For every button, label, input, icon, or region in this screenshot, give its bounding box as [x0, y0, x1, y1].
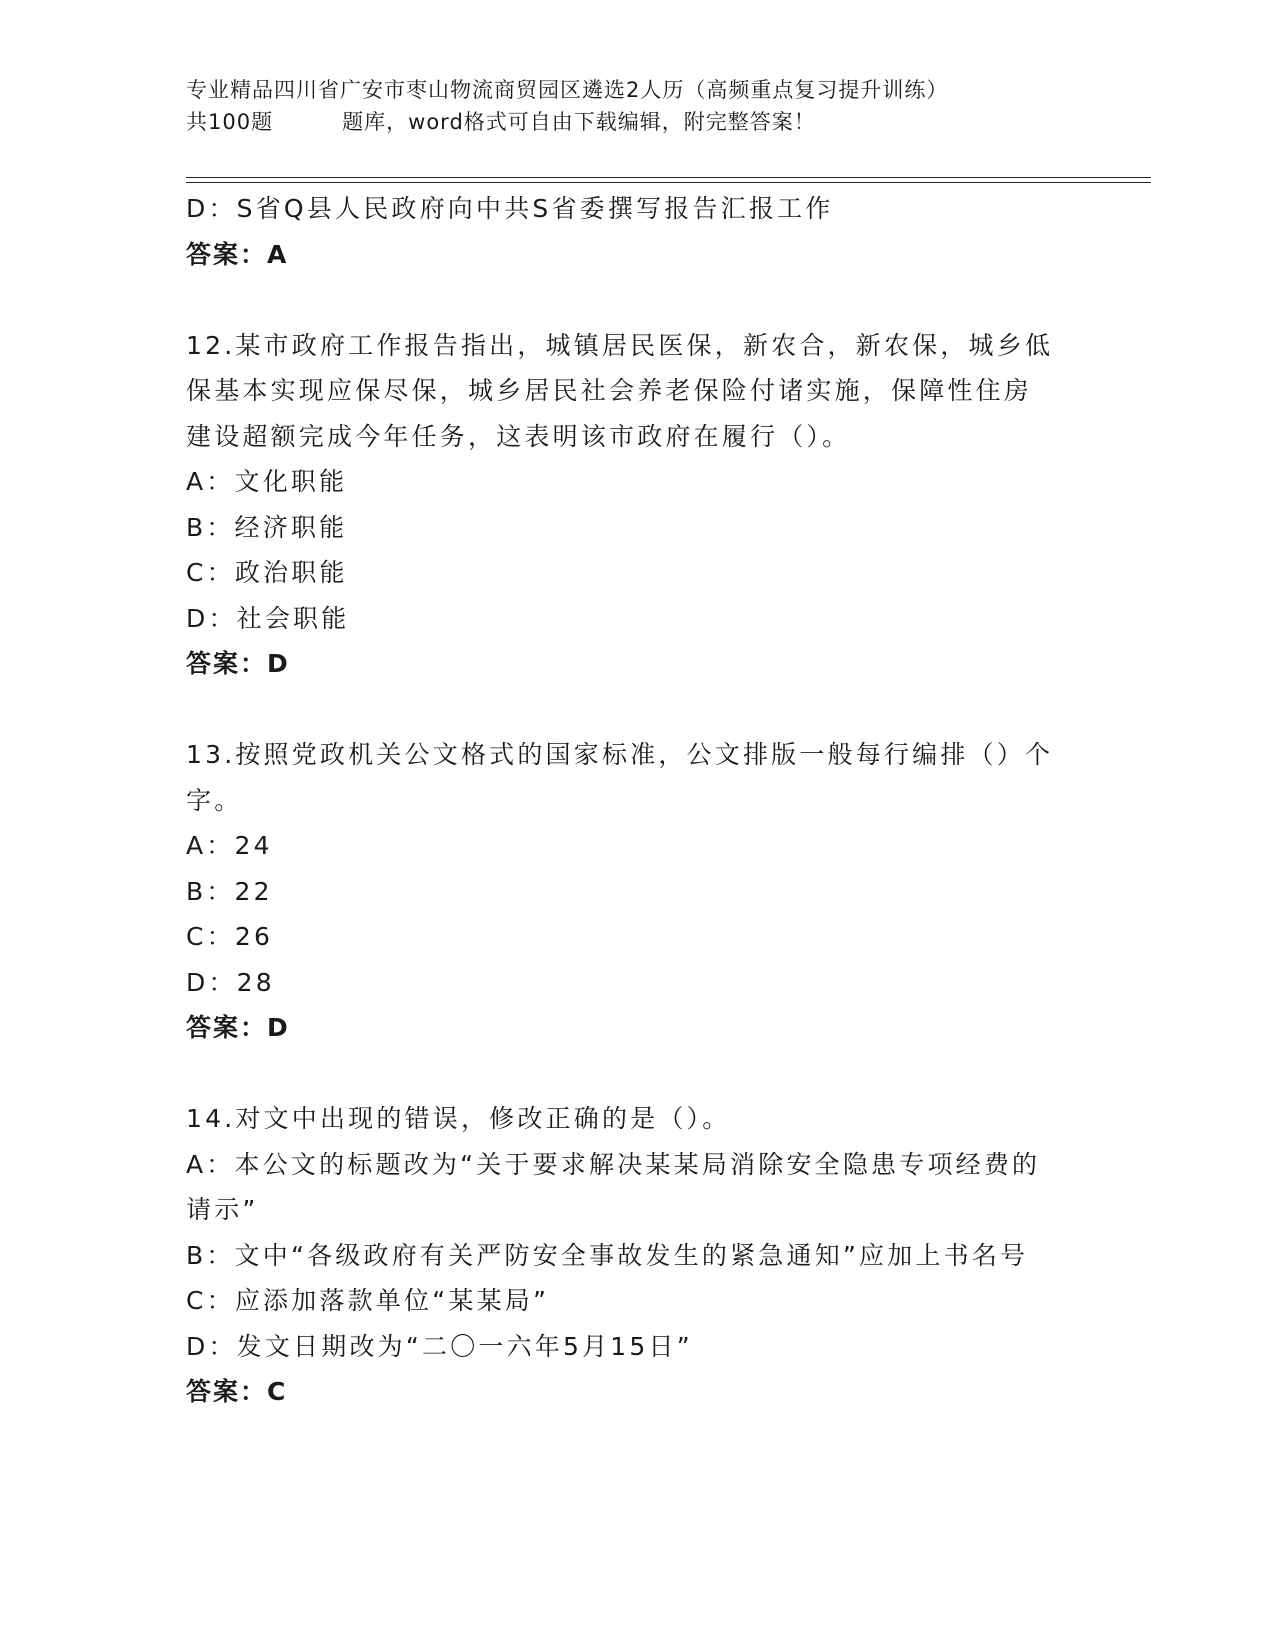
header-rule-top: [186, 177, 1151, 178]
option-a: A：文化职能: [186, 467, 348, 496]
question-text: 14.对文中出现的错误，修改正确的是（）。: [186, 1104, 731, 1133]
option-d: D：发文日期改为“二〇一六年5月15日”: [186, 1331, 693, 1361]
spacer: [186, 687, 1086, 733]
option-c: C：政治职能: [186, 558, 348, 587]
header-rule-bottom: [186, 182, 1151, 183]
answer-line: 答案：D: [186, 649, 290, 678]
header-line-2: 共100题 题库，word格式可自由下载编辑，附完整答案！: [186, 110, 816, 134]
question-12: [186, 323, 1086, 687]
answer-line: 答案：A: [186, 239, 289, 269]
question-text: 建设超额完成今年任务，这表明该市政府在履行（）。: [186, 421, 851, 451]
answer-line: 答案：C: [186, 1377, 288, 1406]
option-b: B：22: [186, 876, 273, 906]
option-b: B：文中“各级政府有关严防安全事故发生的紧急通知”应加上书名号: [186, 1240, 1029, 1270]
option-a: A：本公文的标题改为“关于要求解决某某局消除安全隐患专项经费的: [186, 1149, 1041, 1179]
spacer: [186, 277, 1086, 323]
question-text: 保基本实现应保尽保，城乡居民社会养老保险付诸实施，保障性住房: [186, 376, 1033, 405]
document-body: [186, 186, 1086, 1415]
option-a-continued: 请示”: [186, 1195, 259, 1224]
option-a: A：24: [186, 831, 273, 860]
page-header: [186, 74, 1086, 138]
question-text: 13.按照党政机关公文格式的国家标准，公文排版一般每行编排（）个: [186, 740, 1054, 769]
option-d: D：28: [186, 967, 275, 997]
question-text: 12.某市政府工作报告指出，城镇居民医保，新农合，新农保，城乡低: [186, 330, 1054, 360]
header-line-1: 专业精品四川省广安市枣山物流商贸园区遴选2人历（高频重点复习提升训练）: [186, 78, 949, 102]
answer-line: 答案：D: [186, 1013, 290, 1042]
option-b: B：经济职能: [186, 512, 348, 542]
spacer: [186, 1051, 1086, 1097]
option-d: D：社会职能: [186, 603, 350, 633]
option-c: C：26: [186, 922, 274, 951]
option-c: C：应添加落款单位“某某局”: [186, 1286, 550, 1315]
question-text: 字。: [186, 785, 243, 815]
question-14: [186, 1096, 1086, 1415]
option-d: D：S省Q县人民政府向中共S省委撰写报告汇报工作: [186, 194, 834, 223]
question-13: [186, 732, 1086, 1051]
